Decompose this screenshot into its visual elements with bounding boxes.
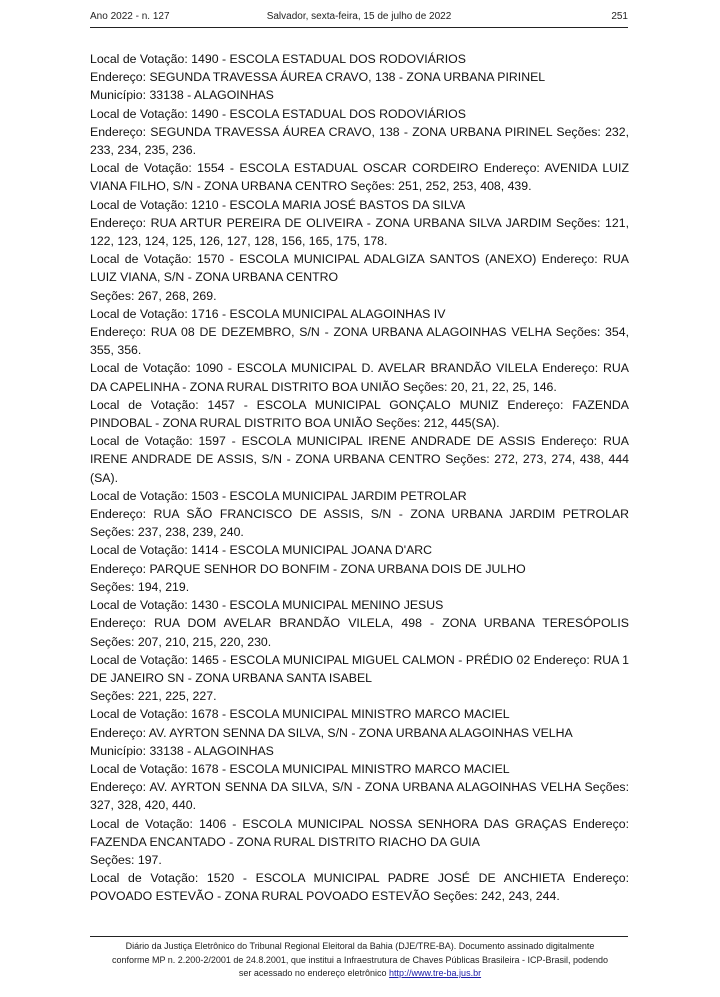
paragraph: Endereço: SEGUNDA TRAVESSA ÁUREA CRAVO, 138 - ZONA URBANA PIRINEL [90,70,546,85]
paragraph: Endereço: SEGUNDA TRAVESSA ÁUREA CRAVO, 138 - ZONA URBANA PIRINEL Seções: 232, 233, 234, 235, 236. [90,124,629,158]
paragraph: Endereço: RUA ARTUR PEREIRA DE OLIVEIRA - ZONA URBANA SILVA JARDIM Seções: 121, 122, 123, 124, 125, 126, 127, 128, 156, 165, 175, 178. [90,215,629,249]
paragraph: Endereço: AV. AYRTON SENNA DA SILVA, S/N - ZONA URBANA ALAGOINHAS VELHA Seções: 327, 328, 420, 440. [90,780,629,813]
paragraph: Local de Votação: 1716 - ESCOLA MUNICIPAL ALAGOINHAS IV [90,306,446,321]
paragraph: Local de Votação: 1414 - ESCOLA MUNICIPAL JOANA D'ARC [90,543,433,558]
paragraph: Endereço: RUA 08 DE DEZEMBRO, S/N - ZONA URBANA ALAGOINHAS VELHA Seções: 354, 355, 356. [90,325,629,358]
header-divider [90,27,628,28]
paragraph: Local de Votação: 1570 - ESCOLA MUNICIPAL ADALGIZA SANTOS (ANEXO) Endereço: RUA LUIZ VIANA, S/N - ZONA URBANA CENTRO [90,252,629,285]
footer-divider [90,936,628,937]
paragraph: Município: 33138 - ALAGOINHAS [90,743,274,758]
paragraph: Local de Votação: 1678 - ESCOLA MUNICIPAL MINISTRO MARCO MACIEL [90,761,510,776]
paragraph: Local de Votação: 1465 - ESCOLA MUNICIPAL MIGUEL CALMON - PRÉDIO 02 Endereço: RUA 1 DE JANEIRO SN - ZONA URBANA SANTA ISABEL [90,652,629,685]
footer-line [80,967,640,981]
page-footer [80,940,640,981]
paragraph: Local de Votação: 1430 - ESCOLA MUNICIPAL MENINO JESUS [90,598,444,613]
paragraph: Local de Votação: 1406 - ESCOLA MUNICIPAL NOSSA SENHORA DAS GRAÇAS Endereço: FAZENDA ENCANTADO - ZONA RURAL DISTRITO RIACHO DA GUIA [90,816,629,849]
publication-date: Salvador, sexta-feira, 15 de julho de 2022 [266,11,452,22]
footer-line: conforme MP n. 2.200-2/2001 de 24.8.2001, que institui a Infraestrutura de Chaves Públicas Brasileira - ICP-Brasil, podendo [111,954,609,965]
page-number: 251 [611,11,628,22]
paragraph: Seções: 194, 219. [90,579,190,594]
page-header [90,10,628,26]
paragraph: Local de Votação: 1520 - ESCOLA MUNICIPAL PADRE JOSÉ DE ANCHIETA Endereço: POVOADO ESTEVÃO - ZONA RURAL POVOADO ESTEVÃO Seções: 242, 243, 244. [90,871,629,904]
footer-line-text: ser acessado no endereço eletrônico [238,968,387,978]
paragraph: Município: 33138 - ALAGOINHAS [90,88,274,103]
tre-ba-website-link[interactable]: http://www.tre-ba.jus.br [389,968,482,978]
paragraph: Endereço: AV. AYRTON SENNA DA SILVA, S/N - ZONA URBANA ALAGOINHAS VELHA [90,725,573,740]
paragraph: Local de Votação: 1554 - ESCOLA ESTADUAL OSCAR CORDEIRO Endereço: AVENIDA LUIZ VIANA FILHO, S/N - ZONA URBANA CENTRO Seções: 251, 252, 253, 408, 439. [90,161,629,194]
footer-line: Diário da Justiça Eletrônico do Tribunal Regional Eleitoral da Bahia (DJE/TRE-BA). Documento assinado digitalmente [125,941,595,951]
paragraph: Seções: 267, 268, 269. [90,288,217,303]
paragraph: Local de Votação: 1678 - ESCOLA MUNICIPAL MINISTRO MARCO MACIEL [90,707,510,722]
paragraph: Local de Votação: 1597 - ESCOLA MUNICIPAL IRENE ANDRADE DE ASSIS Endereço: RUA IRENE ANDRADE DE ASSIS, S/N - ZONA URBANA CENTRO Seções: 272, 273, 274, 438, 444 (SA). [90,434,629,485]
document-body [90,50,629,906]
issue-number: Ano 2022 - n. 127 [90,11,170,22]
paragraph: Seções: 197. [90,852,162,867]
paragraph: Local de Votação: 1503 - ESCOLA MUNICIPAL JARDIM PETROLAR [90,488,467,503]
paragraph: Local de Votação: 1457 - ESCOLA MUNICIPAL GONÇALO MUNIZ Endereço: FAZENDA PINDOBAL - ZONA RURAL DISTRITO BOA UNIÃO Seções: 212, 445(SA). [90,397,629,431]
paragraph: Endereço: PARQUE SENHOR DO BONFIM - ZONA URBANA DOIS DE JULHO [90,561,526,576]
paragraph: Endereço: RUA SÃO FRANCISCO DE ASSIS, S/N - ZONA URBANA JARDIM PETROLAR Seções: 237, 238, 239, 240. [90,507,629,540]
paragraph: Local de Votação: 1490 - ESCOLA ESTADUAL DOS RODOVIÁRIOS [90,52,466,66]
paragraph: Local de Votação: 1210 - ESCOLA MARIA JOSÉ BASTOS DA SILVA [90,197,466,212]
paragraph: Endereço: RUA DOM AVELAR BRANDÃO VILELA, 498 - ZONA URBANA TERESÓPOLIS Seções: 207, 210, 215, 220, 230. [90,616,629,649]
paragraph: Local de Votação: 1490 - ESCOLA ESTADUAL DOS RODOVIÁRIOS [90,106,466,121]
paragraph: Local de Votação: 1090 - ESCOLA MUNICIPAL D. AVELAR BRANDÃO VILELA Endereço: RUA DA CAPELINHA - ZONA RURAL DISTRITO BOA UNIÃO Seções: 20, 21, 22, 25, 146. [90,361,629,394]
paragraph: Seções: 221, 225, 227. [90,689,217,704]
